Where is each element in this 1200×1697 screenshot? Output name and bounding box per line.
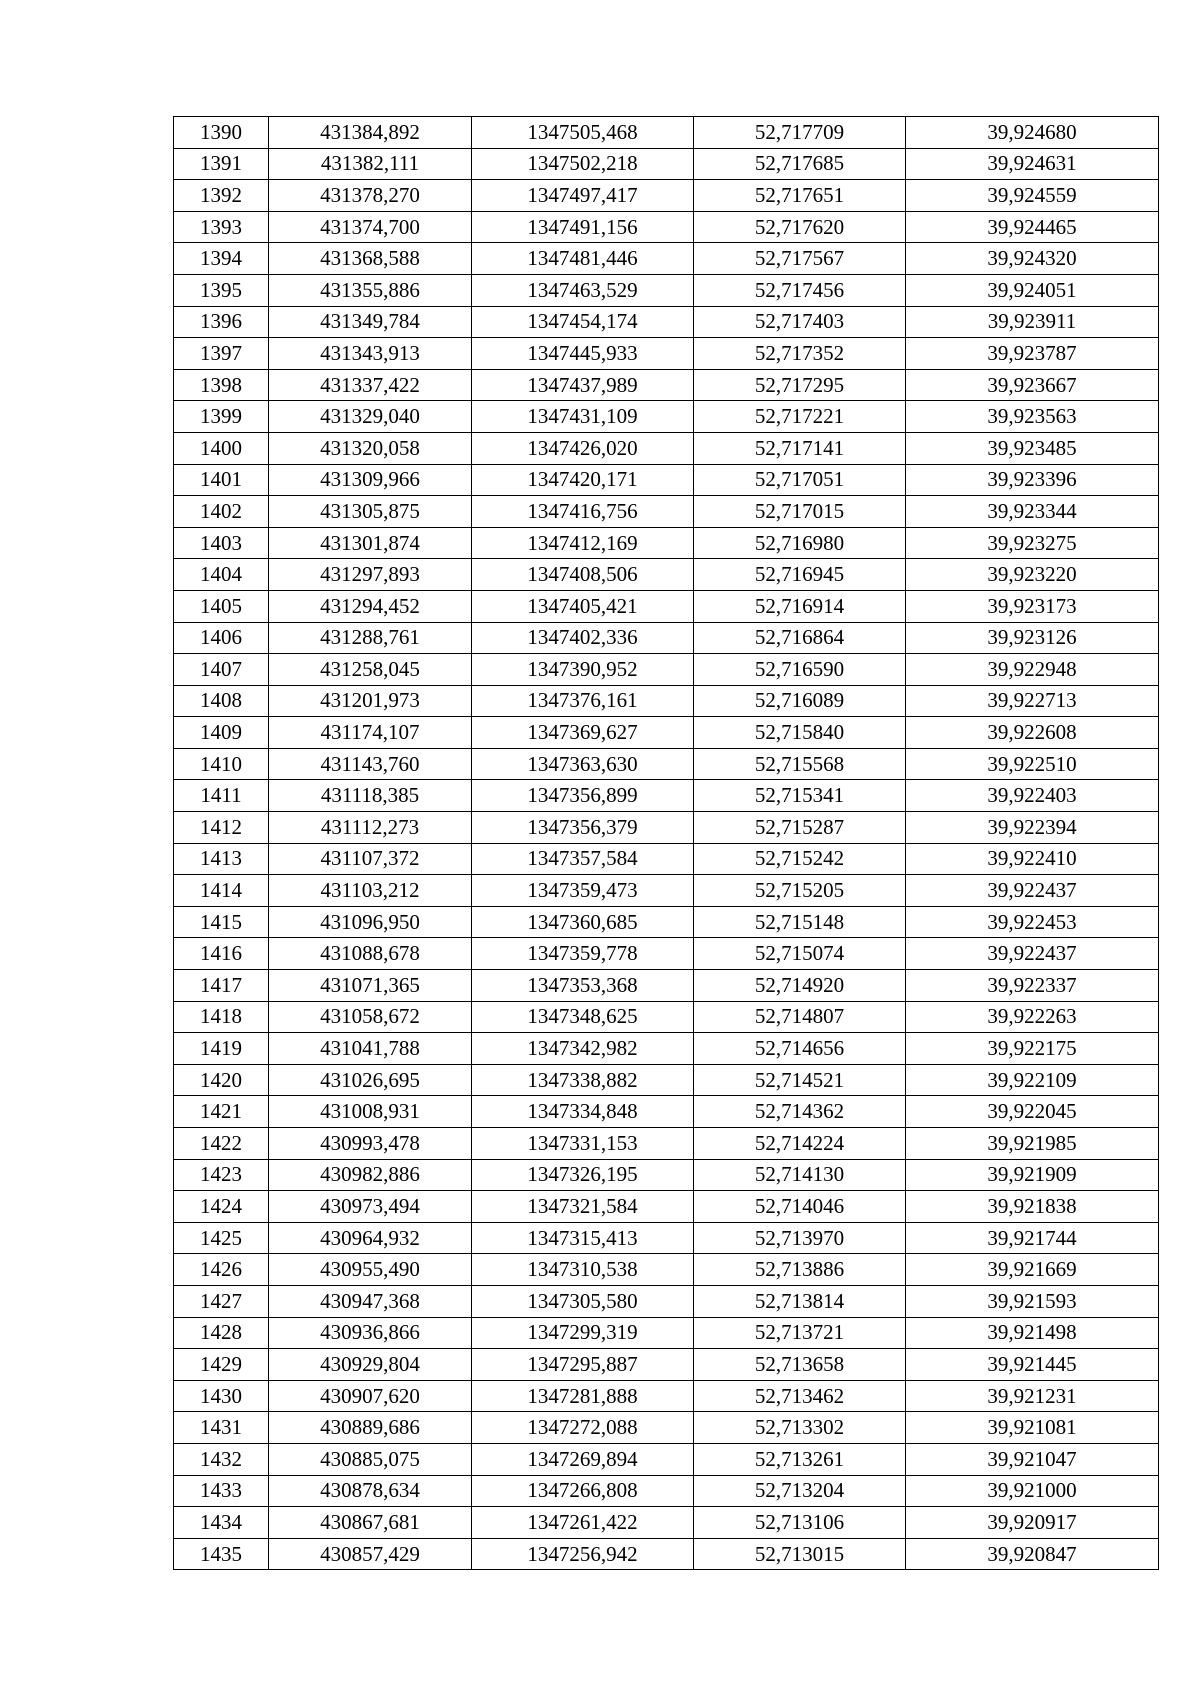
y-coordinate-cell: 1347426,020 [472,432,694,464]
x-coordinate-cell: 431107,372 [269,843,472,875]
latitude-cell: 52,714656 [694,1033,906,1065]
x-coordinate-cell: 430857,429 [269,1538,472,1570]
y-coordinate-cell: 1347408,506 [472,559,694,591]
latitude-cell: 52,713015 [694,1538,906,1570]
point-number-cell: 1407 [174,654,269,686]
y-coordinate-cell: 1347342,982 [472,1033,694,1065]
longitude-cell: 39,922175 [906,1033,1159,1065]
longitude-cell: 39,923787 [906,338,1159,370]
x-coordinate-cell: 430964,932 [269,1222,472,1254]
point-number-cell: 1431 [174,1412,269,1444]
table-row [174,496,1159,528]
x-coordinate-cell: 431058,672 [269,1001,472,1033]
table-row [174,812,1159,844]
table-row [174,1191,1159,1223]
longitude-cell: 39,923667 [906,369,1159,401]
point-number-cell: 1424 [174,1191,269,1223]
x-coordinate-cell: 431143,760 [269,748,472,780]
longitude-cell: 39,922510 [906,748,1159,780]
x-coordinate-cell: 430936,866 [269,1317,472,1349]
longitude-cell: 39,921047 [906,1443,1159,1475]
table-row [174,622,1159,654]
x-coordinate-cell: 431343,913 [269,338,472,370]
longitude-cell: 39,921593 [906,1285,1159,1317]
y-coordinate-cell: 1347334,848 [472,1096,694,1128]
point-number-cell: 1390 [174,117,269,149]
longitude-cell: 39,923220 [906,559,1159,591]
point-number-cell: 1397 [174,338,269,370]
latitude-cell: 52,714130 [694,1159,906,1191]
latitude-cell: 52,717295 [694,369,906,401]
table-row [174,527,1159,559]
latitude-cell: 52,713814 [694,1285,906,1317]
latitude-cell: 52,717709 [694,117,906,149]
point-number-cell: 1405 [174,590,269,622]
coordinates-table-body [174,117,1159,1570]
longitude-cell: 39,922109 [906,1064,1159,1096]
longitude-cell: 39,921669 [906,1254,1159,1286]
longitude-cell: 39,921909 [906,1159,1159,1191]
table-row [174,1222,1159,1254]
longitude-cell: 39,921838 [906,1191,1159,1223]
table-row [174,875,1159,907]
latitude-cell: 52,716089 [694,685,906,717]
y-coordinate-cell: 1347363,630 [472,748,694,780]
point-number-cell: 1434 [174,1507,269,1539]
point-number-cell: 1433 [174,1475,269,1507]
longitude-cell: 39,924051 [906,274,1159,306]
x-coordinate-cell: 431337,422 [269,369,472,401]
x-coordinate-cell: 431258,045 [269,654,472,686]
table-row [174,211,1159,243]
latitude-cell: 52,713721 [694,1317,906,1349]
longitude-cell: 39,922263 [906,1001,1159,1033]
point-number-cell: 1421 [174,1096,269,1128]
longitude-cell: 39,921081 [906,1412,1159,1444]
longitude-cell: 39,921744 [906,1222,1159,1254]
longitude-cell: 39,921231 [906,1380,1159,1412]
longitude-cell: 39,922337 [906,970,1159,1002]
x-coordinate-cell: 431382,111 [269,148,472,180]
point-number-cell: 1418 [174,1001,269,1033]
x-coordinate-cell: 430955,490 [269,1254,472,1286]
latitude-cell: 52,716914 [694,590,906,622]
point-number-cell: 1394 [174,243,269,275]
longitude-cell: 39,923173 [906,590,1159,622]
point-number-cell: 1428 [174,1317,269,1349]
y-coordinate-cell: 1347481,446 [472,243,694,275]
longitude-cell: 39,920847 [906,1538,1159,1570]
y-coordinate-cell: 1347338,882 [472,1064,694,1096]
y-coordinate-cell: 1347502,218 [472,148,694,180]
table-row [174,559,1159,591]
x-coordinate-cell: 431294,452 [269,590,472,622]
table-row [174,148,1159,180]
latitude-cell: 52,714362 [694,1096,906,1128]
point-number-cell: 1429 [174,1349,269,1381]
x-coordinate-cell: 430973,494 [269,1191,472,1223]
point-number-cell: 1409 [174,717,269,749]
y-coordinate-cell: 1347281,888 [472,1380,694,1412]
y-coordinate-cell: 1347369,627 [472,717,694,749]
point-number-cell: 1395 [174,274,269,306]
point-number-cell: 1423 [174,1159,269,1191]
table-row [174,1001,1159,1033]
y-coordinate-cell: 1347505,468 [472,117,694,149]
point-number-cell: 1420 [174,1064,269,1096]
y-coordinate-cell: 1347348,625 [472,1001,694,1033]
x-coordinate-cell: 430947,368 [269,1285,472,1317]
latitude-cell: 52,716590 [694,654,906,686]
latitude-cell: 52,713658 [694,1349,906,1381]
table-row [174,306,1159,338]
longitude-cell: 39,923344 [906,496,1159,528]
y-coordinate-cell: 1347357,584 [472,843,694,875]
latitude-cell: 52,716864 [694,622,906,654]
table-row [174,369,1159,401]
table-row [174,1254,1159,1286]
longitude-cell: 39,924680 [906,117,1159,149]
y-coordinate-cell: 1347402,336 [472,622,694,654]
point-number-cell: 1415 [174,906,269,938]
table-row [174,1285,1159,1317]
x-coordinate-cell: 430982,886 [269,1159,472,1191]
x-coordinate-cell: 431374,700 [269,211,472,243]
x-coordinate-cell: 431305,875 [269,496,472,528]
table-row [174,464,1159,496]
latitude-cell: 52,713261 [694,1443,906,1475]
x-coordinate-cell: 431368,588 [269,243,472,275]
y-coordinate-cell: 1347390,952 [472,654,694,686]
latitude-cell: 52,713462 [694,1380,906,1412]
point-number-cell: 1414 [174,875,269,907]
point-number-cell: 1403 [174,527,269,559]
latitude-cell: 52,717015 [694,496,906,528]
latitude-cell: 52,717352 [694,338,906,370]
y-coordinate-cell: 1347420,171 [472,464,694,496]
y-coordinate-cell: 1347295,887 [472,1349,694,1381]
table-row [174,243,1159,275]
x-coordinate-cell: 430907,620 [269,1380,472,1412]
latitude-cell: 52,714224 [694,1128,906,1160]
longitude-cell: 39,922948 [906,654,1159,686]
x-coordinate-cell: 431320,058 [269,432,472,464]
x-coordinate-cell: 431088,678 [269,938,472,970]
longitude-cell: 39,923396 [906,464,1159,496]
latitude-cell: 52,715568 [694,748,906,780]
y-coordinate-cell: 1347315,413 [472,1222,694,1254]
y-coordinate-cell: 1347416,756 [472,496,694,528]
longitude-cell: 39,922403 [906,780,1159,812]
longitude-cell: 39,922453 [906,906,1159,938]
longitude-cell: 39,922437 [906,875,1159,907]
longitude-cell: 39,923275 [906,527,1159,559]
y-coordinate-cell: 1347256,942 [472,1538,694,1570]
x-coordinate-cell: 431378,270 [269,180,472,212]
table-row [174,938,1159,970]
x-coordinate-cell: 431309,966 [269,464,472,496]
table-row [174,717,1159,749]
latitude-cell: 52,713106 [694,1507,906,1539]
table-row [174,1317,1159,1349]
y-coordinate-cell: 1347463,529 [472,274,694,306]
latitude-cell: 52,717141 [694,432,906,464]
y-coordinate-cell: 1347305,580 [472,1285,694,1317]
table-row [174,1380,1159,1412]
point-number-cell: 1417 [174,970,269,1002]
latitude-cell: 52,714920 [694,970,906,1002]
table-row [174,906,1159,938]
x-coordinate-cell: 430878,634 [269,1475,472,1507]
latitude-cell: 52,713302 [694,1412,906,1444]
x-coordinate-cell: 430889,686 [269,1412,472,1444]
point-number-cell: 1435 [174,1538,269,1570]
latitude-cell: 52,714807 [694,1001,906,1033]
x-coordinate-cell: 431103,212 [269,875,472,907]
y-coordinate-cell: 1347454,174 [472,306,694,338]
table-row [174,590,1159,622]
longitude-cell: 39,922713 [906,685,1159,717]
longitude-cell: 39,923485 [906,432,1159,464]
longitude-cell: 39,921445 [906,1349,1159,1381]
x-coordinate-cell: 431329,040 [269,401,472,433]
y-coordinate-cell: 1347331,153 [472,1128,694,1160]
table-row [174,274,1159,306]
y-coordinate-cell: 1347272,088 [472,1412,694,1444]
point-number-cell: 1430 [174,1380,269,1412]
longitude-cell: 39,921000 [906,1475,1159,1507]
latitude-cell: 52,717567 [694,243,906,275]
table-row [174,1475,1159,1507]
x-coordinate-cell: 431112,273 [269,812,472,844]
y-coordinate-cell: 1347310,538 [472,1254,694,1286]
latitude-cell: 52,717620 [694,211,906,243]
latitude-cell: 52,715205 [694,875,906,907]
point-number-cell: 1422 [174,1128,269,1160]
latitude-cell: 52,717051 [694,464,906,496]
y-coordinate-cell: 1347299,319 [472,1317,694,1349]
point-number-cell: 1393 [174,211,269,243]
x-coordinate-cell: 431041,788 [269,1033,472,1065]
table-row [174,780,1159,812]
x-coordinate-cell: 430885,075 [269,1443,472,1475]
longitude-cell: 39,921498 [906,1317,1159,1349]
point-number-cell: 1396 [174,306,269,338]
table-row [174,654,1159,686]
table-row [174,1538,1159,1570]
latitude-cell: 52,713886 [694,1254,906,1286]
point-number-cell: 1410 [174,748,269,780]
point-number-cell: 1408 [174,685,269,717]
table-row [174,1443,1159,1475]
table-row [174,180,1159,212]
x-coordinate-cell: 431096,950 [269,906,472,938]
y-coordinate-cell: 1347412,169 [472,527,694,559]
x-coordinate-cell: 431201,973 [269,685,472,717]
point-number-cell: 1425 [174,1222,269,1254]
x-coordinate-cell: 430929,804 [269,1349,472,1381]
longitude-cell: 39,923563 [906,401,1159,433]
y-coordinate-cell: 1347431,109 [472,401,694,433]
point-number-cell: 1427 [174,1285,269,1317]
y-coordinate-cell: 1347359,473 [472,875,694,907]
point-number-cell: 1399 [174,401,269,433]
point-number-cell: 1401 [174,464,269,496]
y-coordinate-cell: 1347359,778 [472,938,694,970]
y-coordinate-cell: 1347261,422 [472,1507,694,1539]
y-coordinate-cell: 1347437,989 [472,369,694,401]
point-number-cell: 1432 [174,1443,269,1475]
latitude-cell: 52,714521 [694,1064,906,1096]
y-coordinate-cell: 1347491,156 [472,211,694,243]
longitude-cell: 39,922437 [906,938,1159,970]
latitude-cell: 52,716945 [694,559,906,591]
table-row [174,1128,1159,1160]
point-number-cell: 1392 [174,180,269,212]
latitude-cell: 52,717651 [694,180,906,212]
y-coordinate-cell: 1347360,685 [472,906,694,938]
latitude-cell: 52,717456 [694,274,906,306]
table-row [174,1159,1159,1191]
latitude-cell: 52,715242 [694,843,906,875]
latitude-cell: 52,715341 [694,780,906,812]
latitude-cell: 52,716980 [694,527,906,559]
latitude-cell: 52,713204 [694,1475,906,1507]
longitude-cell: 39,923126 [906,622,1159,654]
longitude-cell: 39,922608 [906,717,1159,749]
longitude-cell: 39,921985 [906,1128,1159,1160]
longitude-cell: 39,922410 [906,843,1159,875]
point-number-cell: 1398 [174,369,269,401]
y-coordinate-cell: 1347326,195 [472,1159,694,1191]
table-row [174,1507,1159,1539]
table-row [174,1096,1159,1128]
table-row [174,970,1159,1002]
table-row [174,843,1159,875]
longitude-cell: 39,922045 [906,1096,1159,1128]
point-number-cell: 1419 [174,1033,269,1065]
x-coordinate-cell: 431026,695 [269,1064,472,1096]
longitude-cell: 39,924465 [906,211,1159,243]
x-coordinate-cell: 431355,886 [269,274,472,306]
point-number-cell: 1404 [174,559,269,591]
x-coordinate-cell: 431118,385 [269,780,472,812]
latitude-cell: 52,715148 [694,906,906,938]
latitude-cell: 52,715287 [694,812,906,844]
table-row [174,1033,1159,1065]
latitude-cell: 52,717685 [694,148,906,180]
longitude-cell: 39,924631 [906,148,1159,180]
latitude-cell: 52,717403 [694,306,906,338]
point-number-cell: 1411 [174,780,269,812]
x-coordinate-cell: 431008,931 [269,1096,472,1128]
latitude-cell: 52,715074 [694,938,906,970]
coordinates-table [173,116,1159,1570]
latitude-cell: 52,717221 [694,401,906,433]
point-number-cell: 1391 [174,148,269,180]
table-row [174,685,1159,717]
point-number-cell: 1413 [174,843,269,875]
point-number-cell: 1412 [174,812,269,844]
longitude-cell: 39,922394 [906,812,1159,844]
point-number-cell: 1416 [174,938,269,970]
longitude-cell: 39,920917 [906,1507,1159,1539]
point-number-cell: 1406 [174,622,269,654]
x-coordinate-cell: 431297,893 [269,559,472,591]
point-number-cell: 1400 [174,432,269,464]
y-coordinate-cell: 1347356,379 [472,812,694,844]
latitude-cell: 52,714046 [694,1191,906,1223]
x-coordinate-cell: 431174,107 [269,717,472,749]
x-coordinate-cell: 431301,874 [269,527,472,559]
longitude-cell: 39,923911 [906,306,1159,338]
x-coordinate-cell: 431349,784 [269,306,472,338]
table-row [174,1064,1159,1096]
x-coordinate-cell: 431288,761 [269,622,472,654]
latitude-cell: 52,713970 [694,1222,906,1254]
y-coordinate-cell: 1347405,421 [472,590,694,622]
y-coordinate-cell: 1347269,894 [472,1443,694,1475]
y-coordinate-cell: 1347353,368 [472,970,694,1002]
point-number-cell: 1402 [174,496,269,528]
table-row [174,432,1159,464]
x-coordinate-cell: 431071,365 [269,970,472,1002]
table-row [174,117,1159,149]
longitude-cell: 39,924559 [906,180,1159,212]
x-coordinate-cell: 431384,892 [269,117,472,149]
longitude-cell: 39,924320 [906,243,1159,275]
y-coordinate-cell: 1347376,161 [472,685,694,717]
x-coordinate-cell: 430867,681 [269,1507,472,1539]
table-row [174,401,1159,433]
point-number-cell: 1426 [174,1254,269,1286]
y-coordinate-cell: 1347266,808 [472,1475,694,1507]
table-row [174,1349,1159,1381]
x-coordinate-cell: 430993,478 [269,1128,472,1160]
table-row [174,748,1159,780]
table-row [174,338,1159,370]
y-coordinate-cell: 1347321,584 [472,1191,694,1223]
latitude-cell: 52,715840 [694,717,906,749]
y-coordinate-cell: 1347356,899 [472,780,694,812]
table-row [174,1412,1159,1444]
y-coordinate-cell: 1347497,417 [472,180,694,212]
y-coordinate-cell: 1347445,933 [472,338,694,370]
